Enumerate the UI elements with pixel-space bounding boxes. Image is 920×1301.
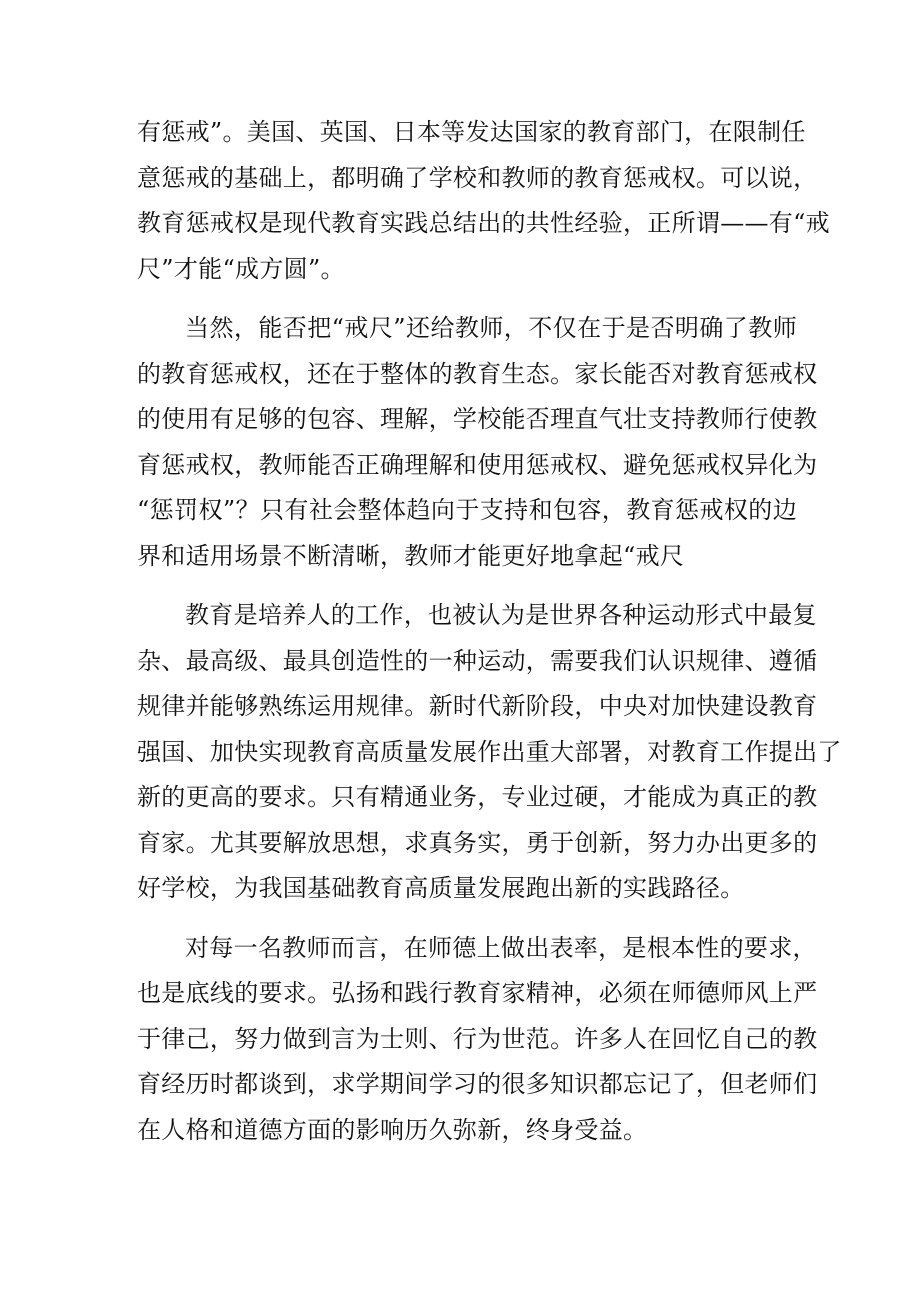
paragraph-4 — [137, 926, 818, 1154]
text-line: 育惩戒权，教师能否正确理解和使用惩戒权、避免惩戒权异化为 — [137, 450, 818, 479]
text-line: “惩罚权”？只有社会整体趋向于支持和包容，教育惩戒权的边 — [137, 496, 797, 524]
text-line: 教育惩戒权是现代教育实践总结出的共性经验，正所谓——有“戒 — [137, 209, 830, 237]
paragraph-3 — [137, 593, 842, 912]
text-line: 教育是培养人的工作，也被认为是世界各种运动形式中最复 — [185, 601, 817, 629]
paragraph-gap — [137, 912, 797, 926]
text-line: 意惩戒的基础上，都明确了学校和教师的教育惩戒权。可以说， — [137, 163, 818, 192]
text-line: 规律并能够熟练运用规律。新时代新阶段，中央对加快建设教育 — [137, 692, 818, 720]
text-line: 也是底线的要求。弘扬和践行教育家精神，必须在师德师风上严 — [137, 979, 818, 1007]
text-line: 于律己，努力做到言为士则、行为世范。许多人在回忆自己的教 — [137, 1024, 818, 1053]
article-body — [137, 110, 842, 1153]
paragraph-2 — [137, 306, 818, 579]
text-line: 育家。尤其要解放思想，求真务实，勇于创新，努力办出更多的 — [137, 828, 818, 857]
paragraph-gap — [137, 579, 797, 593]
text-line: 强国、加快实现教育高质量发展作出重大部署，对教育工作提出了 — [137, 737, 842, 766]
text-line: 的教育惩戒权，还在于整体的教育生态。家长能否对教育惩戒权 — [137, 359, 818, 388]
text-line: 尺”才能“成方圆”。 — [137, 254, 345, 283]
text-line: 界和适用场景不断清晰，教师才能更好地拿起“戒尺 — [137, 541, 685, 570]
text-line: 好学校，为我国基础教育高质量发展跑出新的实践路径。 — [137, 874, 745, 902]
text-line: 育经历时都谈到，求学期间学习的很多知识都忘记了，但老师们 — [137, 1070, 818, 1098]
text-line: 的使用有足够的包容、理解，学校能否理直气壮支持教师行使教 — [137, 405, 818, 433]
paragraph-gap — [137, 292, 797, 306]
text-line: 新的更高的要求。只有精通业务，专业过硬，才能成为真正的教 — [137, 783, 818, 811]
text-line: 对每一名教师而言，在师德上做出表率，是根本性的要求， — [185, 933, 817, 962]
text-line: 杂、最高级、最具创造性的一种运动，需要我们认识规律、遵循 — [137, 646, 818, 675]
text-line: 有惩戒”。美国、英国、日本等发达国家的教育部门，在限制任 — [137, 118, 806, 146]
text-line: 在人格和道德方面的影响历久弥新，终身受益。 — [137, 1115, 648, 1144]
text-line: 当然，能否把“戒尺”还给教师，不仅在于是否明确了教师 — [185, 314, 797, 342]
paragraph-1 — [137, 110, 830, 292]
